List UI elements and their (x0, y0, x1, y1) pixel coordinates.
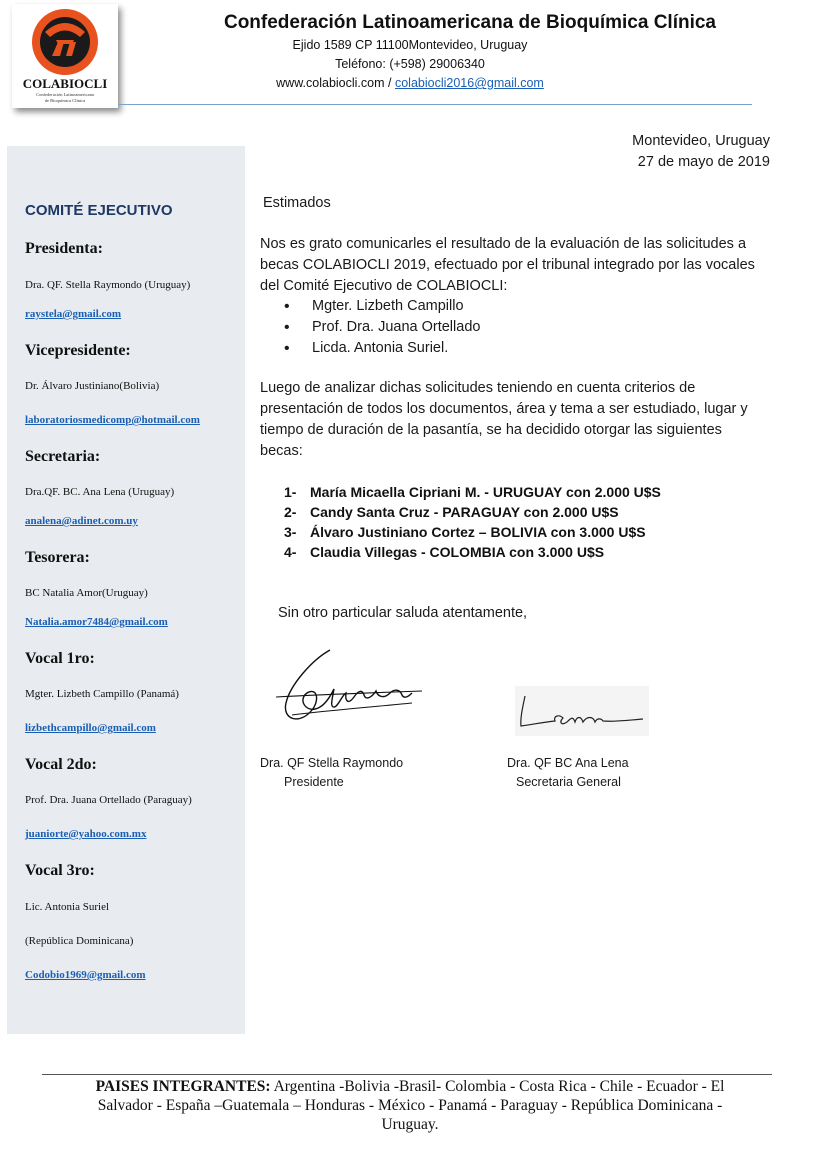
list-item: • Mgter. Lizbeth Campillo (284, 296, 480, 317)
sidebar-member-name: Dra.QF. BC. Ana Lena (Uruguay) (25, 486, 175, 498)
signature-block-president (260, 754, 440, 792)
signer-name: Dra. QF Stella Raymondo (260, 756, 404, 770)
sidebar-member-name: Prof. Dra. Juana Ortellado (Paraguay) (25, 794, 192, 806)
letter-paragraph-2 (260, 378, 780, 462)
item-text: Álvaro Justiniano Cortez – BOLIVIA con 3.000 U$S (310, 524, 646, 540)
footer-line-2: Salvador - España –Guatemala – Honduras - México - Panamá - Paraguay - República Dominicana - (97, 1097, 723, 1114)
sidebar-member-email[interactable]: raystela@gmail.com (25, 308, 122, 320)
colabiocli-logo (12, 4, 118, 108)
footer-countries: Argentina -Bolivia -Brasil- Colombia - Costa Rica - Chile - Ecuador - El (273, 1078, 725, 1095)
sidebar-role: Vocal 3ro: (25, 862, 95, 879)
signature-block-secretary (507, 754, 687, 792)
tribunal-list (284, 296, 480, 359)
letter-greeting: Estimados (263, 195, 331, 211)
footer-line-1 (60, 1077, 760, 1096)
item-text: Claudia Villegas - COLOMBIA con 3.000 U$S (310, 544, 605, 560)
sidebar-member-name: Mgter. Lizbeth Campillo (Panamá) (25, 688, 179, 700)
item-number: 2- (284, 504, 297, 520)
signer-name: Dra. QF BC Ana Lena (507, 756, 629, 770)
signature-lena-block (515, 686, 649, 736)
member-countries-footer (60, 1077, 760, 1134)
sidebar-member-name: BC Natalia Amor(Uruguay) (25, 587, 148, 599)
header-address: Ejido 1589 CP 11100Montevideo, Uruguay (292, 38, 528, 52)
svg-text:Confederación Latinoamericana: Confederación Latinoamericana (36, 92, 94, 97)
letter-paragraph-1 (260, 234, 780, 297)
header-contact (120, 76, 700, 90)
sidebar-member-email[interactable]: analena@adinet.com.uy (25, 515, 138, 527)
scholarship-item (284, 502, 661, 522)
item-number: 4- (284, 544, 297, 560)
scholarship-list (284, 482, 661, 562)
sidebar-role: Presidenta: (25, 240, 103, 257)
sidebar-role: Tesorera: (25, 549, 90, 566)
header-website: www.colabiocli.com / (276, 76, 392, 90)
sidebar-member-email[interactable]: laboratoriosmedicomp@hotmail.com (25, 414, 200, 426)
item-number: 3- (284, 524, 297, 540)
signer-title: Secretaria General (516, 775, 621, 789)
letter-closing: Sin otro particular saluda atentamente, (278, 605, 528, 621)
paragraph-line: presentación de todos los documentos, área y tema a ser estudiado, lugar y (260, 401, 748, 417)
signer-title: Presidente (284, 775, 344, 789)
sidebar-role: Vicepresidente: (25, 342, 131, 359)
item-text: María Micaella Cipriani M. - URUGUAY con 2.000 U$S (310, 484, 661, 500)
header-phone: Teléfono: (+598) 29006340 (335, 57, 485, 71)
sidebar-role: Vocal 1ro: (25, 650, 95, 667)
footer-label: PAISES INTEGRANTES: (95, 1078, 271, 1095)
sidebar-title: COMITÉ EJECUTIVO (25, 202, 173, 219)
sidebar-role: Secretaria: (25, 448, 101, 465)
letter-place: Montevideo, Uruguay (632, 133, 770, 149)
sidebar-member-email[interactable]: Natalia.amor7484@gmail.com (25, 616, 168, 628)
svg-text:COLABIOCLI: COLABIOCLI (22, 76, 108, 91)
list-item: • Prof. Dra. Juana Ortellado (284, 317, 480, 338)
scholarship-item (284, 542, 661, 562)
item-number: 1- (284, 484, 297, 500)
paragraph-line: becas: (260, 443, 303, 459)
svg-text:de Bioquímica Clínica: de Bioquímica Clínica (44, 98, 86, 103)
paragraph-line: tiempo de duración de la pasantía, se ha decidido otorgar las siguientes (260, 422, 722, 438)
header-divider (118, 104, 752, 105)
sidebar-member-name: Dra. QF. Stella Raymondo (Uruguay) (25, 279, 191, 291)
paragraph-line: Luego de analizar dichas solicitudes teniendo en cuenta criterios de (260, 380, 696, 396)
paragraph-line: del Comité Ejecutivo de COLABIOCLI: (260, 278, 508, 294)
sidebar-role: Vocal 2do: (25, 756, 97, 773)
sidebar-member-name: Lic. Antonia Suriel (25, 901, 110, 913)
signature-raymondo-icon (272, 645, 432, 735)
signature-lena-icon (515, 686, 649, 736)
footer-divider (42, 1074, 772, 1075)
letter-date: 27 de mayo de 2019 (637, 154, 770, 170)
paragraph-line: Nos es grato comunicarles el resultado de la evaluación de las solicitudes a (260, 236, 747, 252)
header-email-link[interactable]: colabiocli2016@gmail.com (394, 76, 544, 90)
sidebar-member-email[interactable]: juaniorte@yahoo.com.mx (25, 828, 147, 840)
list-item: • Licda. Antonia Suriel. (284, 338, 480, 359)
executive-committee-sidebar (7, 146, 245, 1034)
sidebar-member-email[interactable]: lizbethcampillo@gmail.com (25, 722, 156, 734)
organization-title: Confederación Latinoamericana de Bioquímica Clínica (223, 12, 716, 33)
sidebar-member-country: (República Dominicana) (25, 935, 134, 947)
item-text: Candy Santa Cruz - PARAGUAY con 2.000 U$S (310, 504, 619, 520)
sidebar-member-name: Dr. Álvaro Justiniano(Bolivia) (25, 380, 160, 392)
sidebar-member-email[interactable]: Codobio1969@gmail.com (25, 969, 146, 981)
scholarship-item (284, 522, 661, 542)
footer-line-3: Uruguay. (381, 1116, 439, 1133)
logo-emblem-icon (12, 4, 118, 108)
paragraph-line: becas COLABIOCLI 2019, efectuado por el tribunal integrado por las vocales (260, 257, 755, 273)
scholarship-item (284, 482, 661, 502)
